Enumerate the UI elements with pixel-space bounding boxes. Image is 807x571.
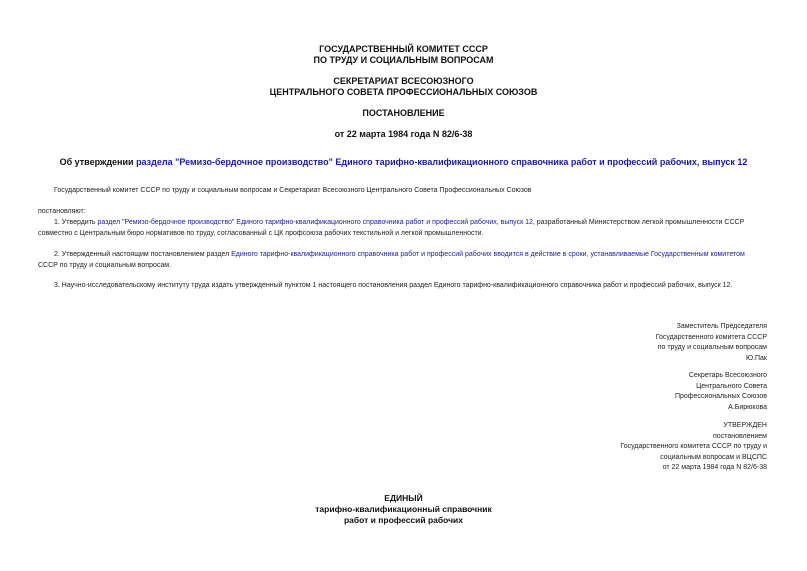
header-line-3: СЕКРЕТАРИАТ ВСЕСОЮЗНОГО xyxy=(333,76,474,86)
doc-type: ПОСТАНОВЛЕНИЕ xyxy=(362,108,445,118)
signature-1-line: по труду и социальным вопросам xyxy=(657,344,767,351)
doc-title-prefix: Об утверждении xyxy=(59,157,137,167)
signature-2-name: А.Бирюкова xyxy=(728,403,767,411)
header-line-2: ПО ТРУДУ И СОЦИАЛЬНЫМ ВОПРОСАМ xyxy=(313,55,494,65)
item-2-link[interactable]: Единого тарифно-квалификационного справочника работ и профессий рабочих вводится в действие в сроки, устанавливаемые Государственным комитетом xyxy=(231,251,745,258)
item-1-rest: , разработанный Министерством легкой промышленности СССР xyxy=(532,219,745,226)
approval-line: постановлением xyxy=(713,432,767,440)
signature-2-line: Центрального Совета xyxy=(696,382,767,390)
handbook-title-line-1: ЕДИНЫЙ xyxy=(384,493,423,503)
approval-line: УТВЕРЖДЕН xyxy=(723,422,767,429)
item-1-line-2: совместно с Центральным бюро нормативов по труду, согласованный с ЦК профсоюза рабочих текстильной и легкой промышленности. xyxy=(38,230,484,237)
signature-2-line: Секретарь Всесоюзного xyxy=(688,372,767,379)
handbook-title xyxy=(0,493,807,526)
handbook-title-line-3: работ и профессий рабочих xyxy=(343,515,464,525)
header-secretariat xyxy=(0,76,807,98)
item-3: 3. Научно-исследовательскому институту труда издать утвержденный пунктом 1 настоящего постановления раздел Единого тарифно-квалификационного справочника работ и профессий рабочих, выпуск 12. xyxy=(54,282,733,289)
header-line-4: ЦЕНТРАЛЬНОГО СОВЕТА ПРОФЕССИОНАЛЬНЫХ СОЮЗОВ xyxy=(269,87,538,97)
signature-2-line: Профессиональных Союзов xyxy=(674,393,767,400)
approval-line: от 22 марта 1984 года N 82/6-38 xyxy=(662,464,767,471)
doc-date-number: от 22 марта 1984 года N 82/6-38 xyxy=(334,129,473,139)
item-1-prefix: 1. Утвердить xyxy=(54,219,98,226)
approval-line: Государственного комитета СССР по труду и xyxy=(620,443,767,450)
signature-2 xyxy=(527,371,767,413)
signature-1 xyxy=(527,322,767,364)
item-2-line-1 xyxy=(54,249,745,260)
doc-title-link[interactable]: раздела "Ремизо-бердочное производство" Единого тарифно-квалификационного справочника работ и профессий рабочих, выпуск 12 xyxy=(136,157,748,167)
approval-block xyxy=(527,421,767,474)
header-line-1: ГОСУДАРСТВЕННЫЙ КОМИТЕТ СССР xyxy=(319,44,488,54)
signature-1-line: Государственного комитета СССР xyxy=(655,333,767,341)
item-2-prefix: 2. Утвержденный настоящим постановлением раздел xyxy=(54,251,232,258)
approval-line: социальным вопросам и ВЦСПС xyxy=(660,453,767,461)
resolve-word: постановляют: xyxy=(38,208,86,215)
header-committee xyxy=(0,44,807,66)
handbook-title-line-2: тарифно-квалификационный справочник xyxy=(315,504,492,514)
signature-1-line: Заместитель Председателя xyxy=(676,323,767,330)
item-2-link-line-2[interactable]: СССР по труду и социальным вопросам. xyxy=(38,262,172,269)
item-1-line-1 xyxy=(54,217,744,228)
item-1-link[interactable]: раздел "Ремизо-бердочное производство" Единого тарифно-квалификационного справочника работ и профессий рабочих, выпуск 12 xyxy=(97,219,533,226)
signature-1-name: Ю.Пак xyxy=(745,354,767,362)
doc-title xyxy=(0,157,807,168)
preamble: Государственный комитет СССР по труду и социальным вопросам и Секретариат Всесоюзного Центрального Совета Профессиональных Союзов xyxy=(54,187,532,194)
